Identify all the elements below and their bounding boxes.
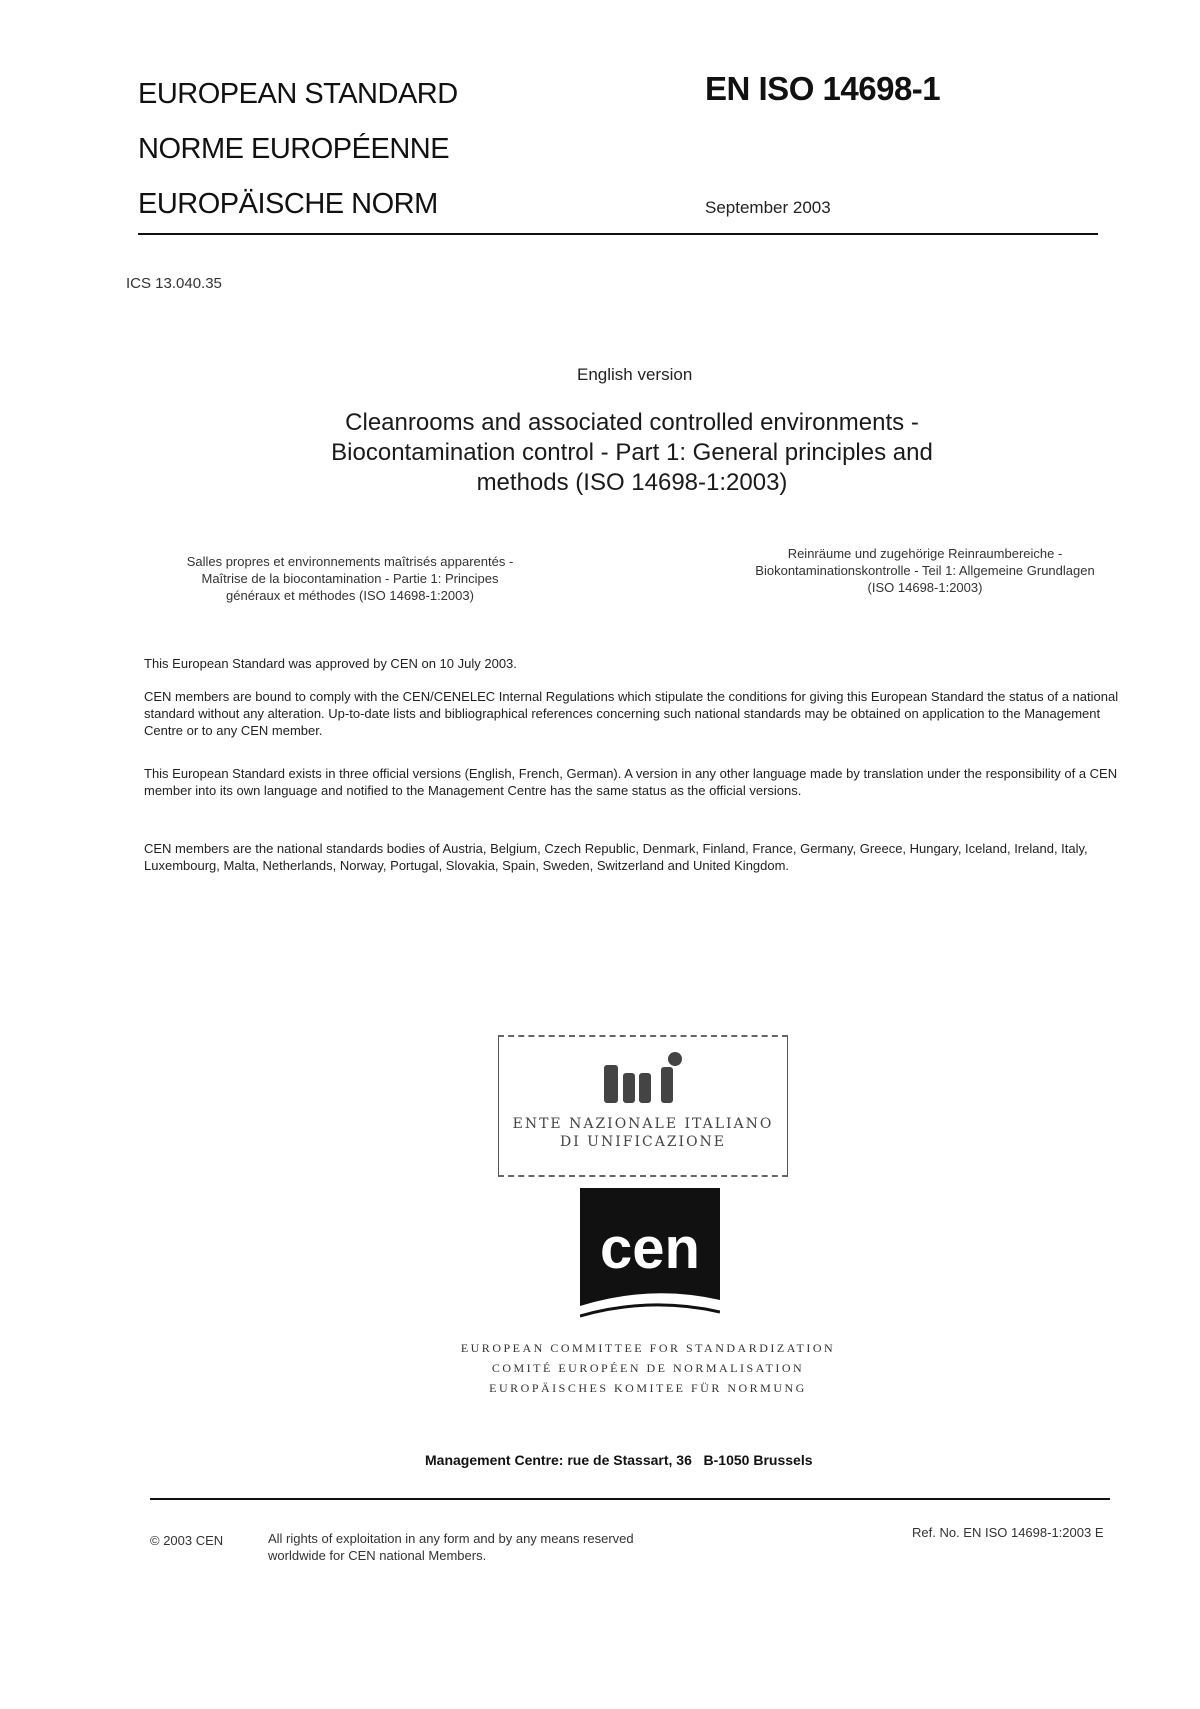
standard-number: EN ISO 14698-1 [705, 70, 941, 107]
official-versions-paragraph: This European Standard exists in three official versions (English, French, German). A version in any other language made by translation under the responsibility of a CEN member into its own language and notified to the Management Centre has the same status as the official versions. [144, 766, 1118, 798]
uni-logo-icon [499, 1045, 787, 1115]
rights-line-1: All rights of exploitation in any form and by any means reserved [268, 1531, 634, 1546]
copyright: © 2003 CEN [150, 1533, 224, 1548]
committee-line-fr: COMITÉ EUROPÉEN DE NORMALISATION [491, 1361, 805, 1375]
german-title-line-1: Reinräume und zugehörige Reinraumbereiche - [787, 546, 1063, 561]
french-title-line-1: Salles propres et environnements maîtrisés apparentés - [186, 554, 514, 569]
french-title-line-3: généraux et méthodes (ISO 14698-1:2003) [226, 588, 474, 603]
document-title [252, 408, 1012, 498]
header-line-fr: NORME EUROPÉENNE [138, 133, 450, 165]
uni-stamp-line-2: DI UNIFICAZIONE [559, 1134, 727, 1150]
header-line-en: EUROPEAN STANDARD [138, 78, 458, 110]
management-centre-address: Management Centre: rue de Stassart, 36 B-1050 Brussels [425, 1452, 813, 1468]
cen-logo [580, 1188, 720, 1328]
committee-names [438, 1338, 858, 1398]
header-rule [138, 233, 1098, 235]
rights-line-2: worldwide for CEN national Members. [268, 1548, 487, 1563]
publication-date: September 2003 [705, 198, 831, 217]
rights-statement [268, 1530, 634, 1564]
approval-paragraph: This European Standard was approved by CEN on 10 July 2003. [144, 656, 517, 671]
footer-rule [150, 1498, 1110, 1500]
german-title-line-2: Biokontaminationskontrolle - Teil 1: Allgemeine Grundlagen [755, 563, 1095, 578]
title-line-1: Cleanrooms and associated controlled environments - [345, 409, 919, 436]
french-title [140, 553, 560, 604]
header-line-de: EUROPÄISCHE NORM [138, 188, 438, 220]
member-countries-paragraph: CEN members are the national standards bodies of Austria, Belgium, Czech Republic, Denmark, Finland, France, Germany, Greece, Hungary, Iceland, Ireland, Italy, Luxembourg, Malta, Netherlands, Norway, Portugal, Slovakia, Spain, Sweden, Switzerland and United Kingdom. [144, 841, 1088, 873]
french-title-line-2: Maîtrise de la biocontamination - Partie 1: Principes [201, 571, 499, 586]
uni-stamp [498, 1035, 788, 1177]
cen-logo-text: cen [600, 1216, 700, 1281]
title-line-2: Biocontamination control - Part 1: General principles and [331, 439, 933, 466]
reference-number: Ref. No. EN ISO 14698-1:2003 E [912, 1525, 1104, 1540]
german-title [710, 545, 1140, 596]
ics-code: ICS 13.040.35 [126, 275, 222, 292]
committee-line-en: EUROPEAN COMMITTEE FOR STANDARDIZATION [460, 1341, 836, 1355]
uni-stamp-line-1: ENTE NAZIONALE ITALIANO [512, 1116, 774, 1132]
committee-line-de: EUROPÄISCHES KOMITEE FÜR NORMUNG [489, 1381, 807, 1395]
uni-stamp-text [499, 1115, 787, 1151]
title-line-3: methods (ISO 14698-1:2003) [476, 469, 788, 496]
version-label: English version [577, 365, 693, 384]
members-obligation-paragraph: CEN members are bound to comply with the CEN/CENELEC Internal Regulations which stipulate the conditions for giving this European Standard the status of a national standard without any alteration. Up-to-date lists and bibliographical references concerning such national standards may be obtained on application to the Management Centre or to any CEN member. [144, 689, 1119, 738]
german-title-line-3: (ISO 14698-1:2003) [867, 580, 983, 595]
cen-logo-icon [580, 1188, 720, 1328]
